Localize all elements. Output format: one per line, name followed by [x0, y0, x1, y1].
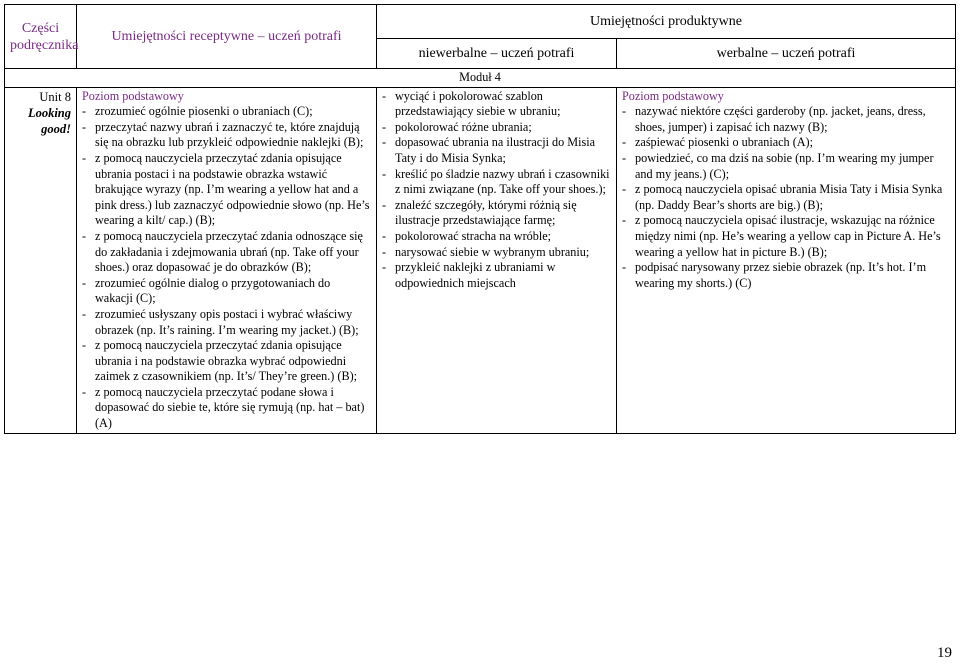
unit-title: Looking good! — [27, 105, 71, 136]
curriculum-table — [4, 4, 956, 434]
header-productive: Umiejętności produktywne — [377, 5, 956, 39]
list-item: - zrozumieć ogólnie dialog o przygotowaniach do wakacji (C); — [82, 275, 331, 306]
list-item: - kreślić po śladzie nazwy ubrań i czasowniki z nimi związane (np. Take off your shoes.); — [382, 166, 610, 197]
list-item: - z pomocą nauczyciela przeczytać zdania odnoszące się do zakładania i zdejmowania ubrań (np. Take off your shoes.) oraz dopasować je do obrazków (B); — [82, 228, 363, 275]
list-item: - zrozumieć usłyszany opis postaci i wybrać właściwy obrazek (np. It’s raining. I’m wearing my jacket.) (B); — [82, 306, 359, 337]
header-verbal: werbalne – uczeń potrafi — [617, 39, 956, 69]
list-item: - z pomocą nauczyciela przeczytać zdania opisujące ubrania postaci i na podstawie obrazka wstawić brakujące wyrazy (np. I’m wearing a yellow hat and a pink dress.) lub zaznaczyć odpowiednie słowo (np. He’s wearing a kilt/ cap.) (B); — [82, 150, 370, 228]
list-item: - zrozumieć ogólnie piosenki o ubraniach (C); — [82, 104, 313, 119]
list-item: - podpisać narysowany przez siebie obrazek (np. It’s hot. I’m wearing my shorts.) (C) — [622, 260, 927, 290]
list-item: - pokolorować stracha na wróble; — [382, 228, 552, 243]
unit-cell — [5, 87, 77, 433]
page-number: 19 — [937, 645, 952, 661]
list-item: - dopasować ubrania na ilustracji do Misia Taty i do Misia Synka; — [382, 135, 596, 165]
list-item: - z pomocą nauczyciela opisać ubrania Misia Taty i Misia Synka (np. Daddy Bear’s shorts are big.) (B); — [622, 182, 943, 212]
verbal-level: Poziom podstawowy — [622, 88, 724, 103]
list-item: - powiedzieć, co ma dziś na sobie (np. I’m wearing my jumper and my jeans.) (C); — [622, 150, 934, 181]
header-nonverbal: niewerbalne – uczeń potrafi — [377, 39, 617, 69]
receptive-cell — [77, 87, 377, 433]
list-item: - pokolorować różne ubrania; — [382, 119, 532, 134]
verbal-cell — [617, 87, 956, 433]
module-row: Moduł 4 — [5, 69, 956, 88]
list-item: - z pomocą nauczyciela przeczytać podane słowa i dopasować do siebie te, które się rymują (np. hat – bat) (A) — [82, 384, 365, 431]
nonverbal-cell — [377, 87, 617, 433]
list-item: - wyciąć i pokolorować szablon przedstawiający siebie w ubraniu; — [382, 88, 561, 119]
list-item: - z pomocą nauczyciela opisać ilustracje, wskazując na różnice między nimi (np. He’s wearing a yellow cap in Picture A. He’s wearing a yellow hat in picture B.) (B); — [622, 213, 941, 259]
list-item: - z pomocą nauczyciela przeczytać zdania opisujące ubrania i na podstawie obrazka wybrać odpowiedni zaimek z czasownikiem (np. It’s/ They’re green.) (B); — [82, 338, 358, 384]
list-item: - znaleźć szczegóły, którymi różnią się ilustracje przedstawiające farmę; — [382, 197, 577, 228]
unit-number: Unit 8 — [39, 89, 71, 104]
list-item: - przeczytać nazwy ubrań i zaznaczyć te, które znajdują się na obrazku lub przykleić odpowiednie naklejki (B); — [82, 119, 364, 150]
receptive-level: Poziom podstawowy — [82, 88, 184, 103]
list-item: - zaśpiewać piosenki o ubraniach (A); — [622, 135, 814, 150]
header-receptive: Umiejętności receptywne – uczeń potrafi — [77, 5, 377, 69]
list-item: - przykleić naklejki z ubraniami w odpowiednich miejscach — [382, 260, 556, 290]
list-item: - narysować siebie w wybranym ubraniu; — [382, 244, 590, 259]
header-parts: Części podręcznika — [5, 5, 77, 69]
list-item: - nazywać niektóre części garderoby (np. jacket, jeans, dress, shoes, jumper) i zapisać ich nazwy (B); — [622, 104, 926, 134]
